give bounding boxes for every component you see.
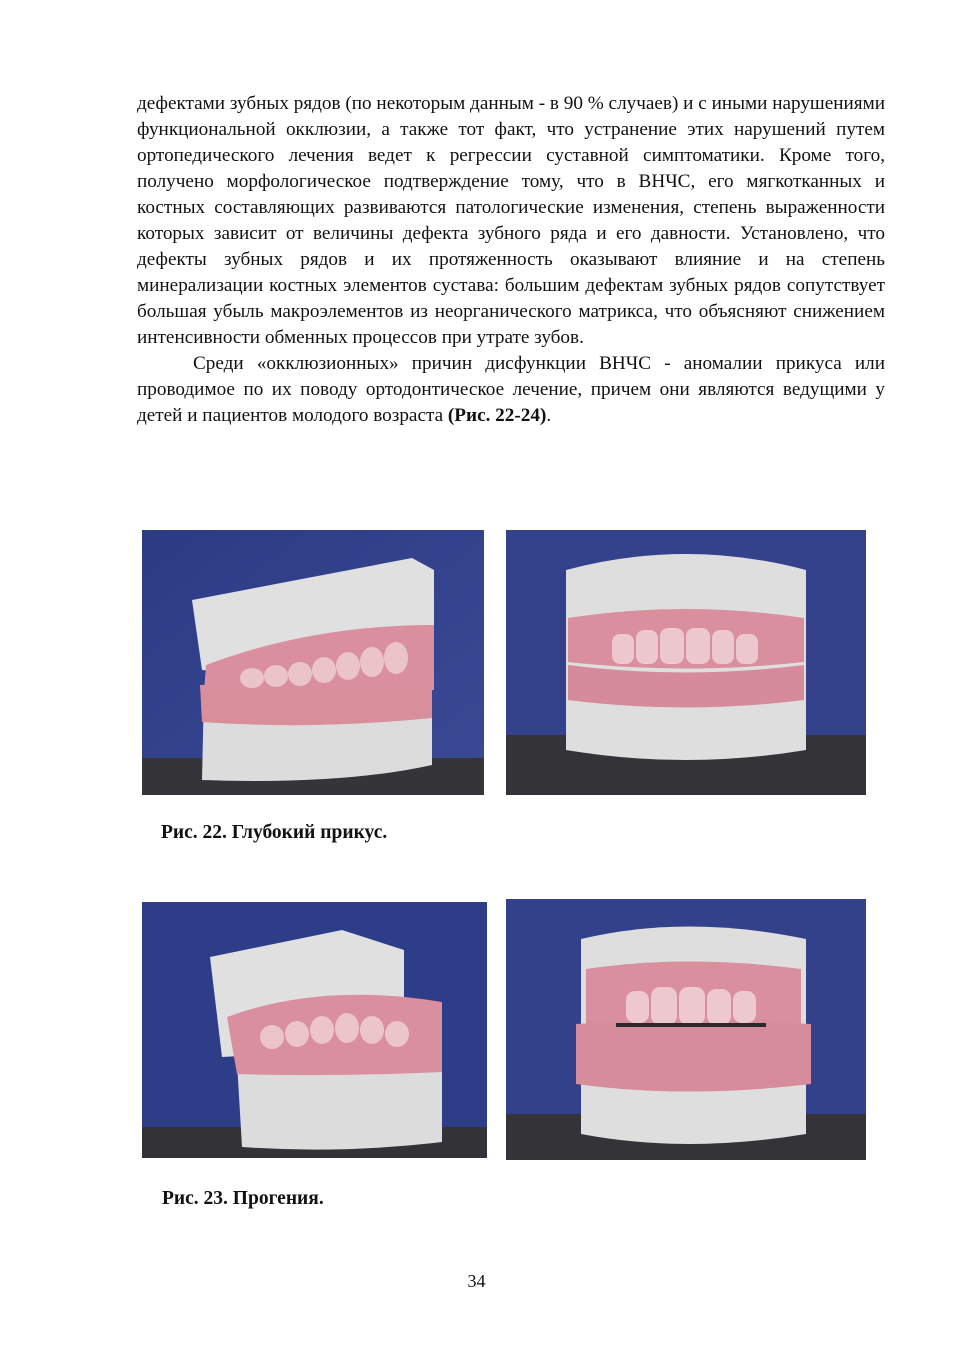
figure-23-caption: Рис. 23. Прогения. [162,1188,324,1209]
figure-reference: (Рис. 22-24) [447,405,547,426]
figure-22-caption: Рис. 22. Глубокий прикус. [161,822,388,843]
paragraph-2-text: Среди «окклюзионных» причин дисфункции ВНЧС - аномалии прикуса или проводимое по их поводу ортодонтическое лечение, причем они являются ведущими у детей и пациентов молодого возраста [137,353,885,426]
figure-23-left-photo [142,902,487,1158]
page-number: 34 [467,1271,486,1291]
paragraph-2 [137,351,885,429]
figure-23-right-photo [506,899,866,1160]
figure-22-right-photo [506,530,866,795]
figure-22-left-photo [142,530,484,795]
paragraph-1: дефектами зубных рядов (по некоторым данным - в 90 % случаев) и с иными нарушениями функциональной окклюзии, а также тот факт, что устранение этих нарушений путем ортопедического лечения ведет к регрессии суставной симптоматики. Кроме того, получено морфологическое подтверждение тому, что в ВНЧС, его мягкотканных и костных составляющих развиваются патологические изменения, степень выраженности которых зависит от величины дефекта зубного ряда и его давности. Установлено, что дефекты зубных рядов и их протяженность оказывают влияние и на степень минерализации костных элементов сустава: большим дефектам зубных рядов сопутствует большая убыль макроэлементов из неорганического матрикса, что объясняют снижением интенсивности обменных процессов при утрате зубов. [137,93,885,348]
paragraph-2-end: . [546,405,552,426]
body-text [137,91,885,429]
